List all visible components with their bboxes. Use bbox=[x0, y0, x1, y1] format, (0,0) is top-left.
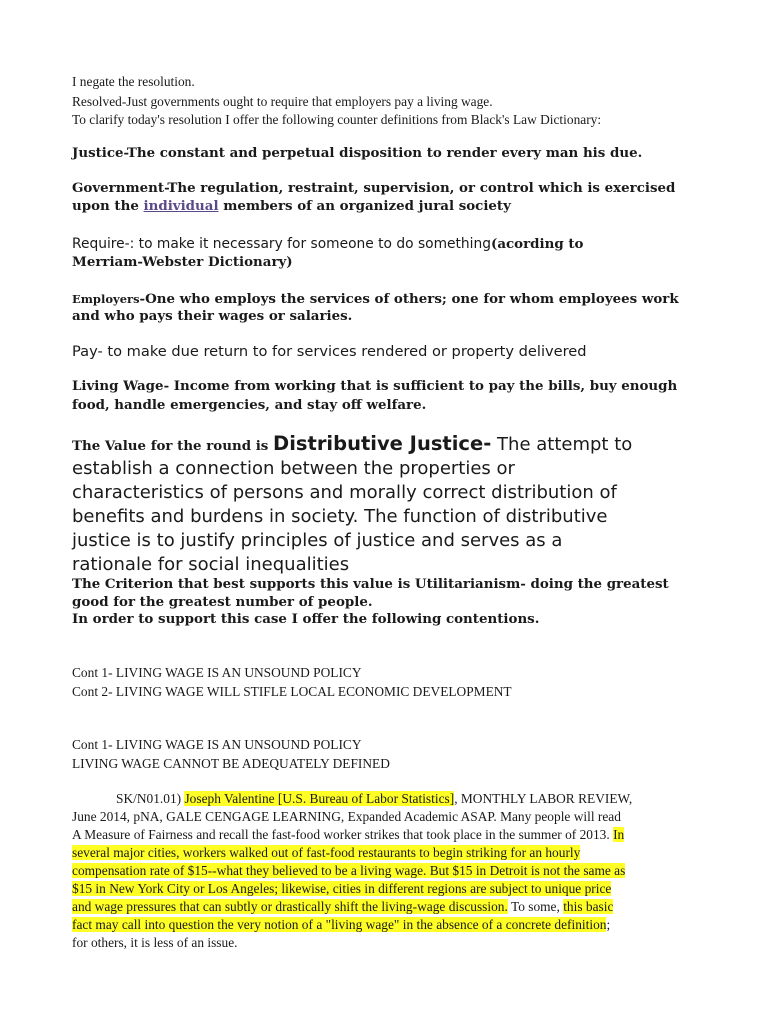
evidence-author: Joseph Valentine [U.S. Bureau of Labor Statistics] bbox=[184, 791, 455, 806]
criterion-line1: The Criterion that best supports this value is Utilitarianism- doing the greatest bbox=[72, 576, 669, 592]
evidence-highlight-3b: In bbox=[613, 827, 625, 842]
value-line2: establish a connection between the properties or bbox=[72, 458, 515, 479]
gov-text-b: members of an organized jural society bbox=[218, 198, 511, 214]
evidence-highlight-7c: this basic bbox=[563, 899, 614, 914]
gov-text-a: upon the bbox=[72, 198, 144, 214]
contention-1-heading: Cont 1- LIVING WAGE IS AN UNSOUND POLICY bbox=[72, 737, 362, 752]
definition-justice: Justice-The constant and perpetual disposition to render every man his due. bbox=[72, 145, 643, 161]
definition-employers-line1 bbox=[72, 290, 679, 308]
value-text: The attempt to bbox=[491, 434, 633, 455]
evidence-text-3a: A Measure of Fairness and recall the fast-food worker strikes that took place in the summer of 2013. bbox=[72, 827, 614, 842]
definition-pay: Pay- to make due return to for services rendered or property delivered bbox=[72, 343, 587, 360]
require-text: Require-: to make it necessary for someone to do something bbox=[72, 236, 491, 252]
value-line1 bbox=[72, 432, 632, 455]
definition-government-line1: Government-The regulation, restraint, supervision, or control which is exercised bbox=[72, 180, 676, 196]
employers-text: -One who employs the services of others; one for whom employees work bbox=[139, 291, 679, 307]
definition-require-line2: Merriam-Webster Dictionary) bbox=[72, 254, 293, 270]
value-intro: The Value for the round is bbox=[72, 438, 274, 454]
employers-term: Employers bbox=[72, 292, 140, 306]
evidence-text-7b: To some, bbox=[507, 899, 564, 914]
evidence-line1 bbox=[116, 791, 632, 807]
contention-2: Cont 2- LIVING WAGE WILL STIFLE LOCAL ECONOMIC DEVELOPMENT bbox=[72, 684, 512, 699]
evidence-line7 bbox=[72, 899, 613, 915]
value-line6: rationale for social inequalities bbox=[72, 554, 350, 575]
evidence-line4 bbox=[72, 845, 580, 861]
evidence-line5 bbox=[72, 863, 625, 879]
evidence-highlight-5: compensation rate of $15--what they believed to be a living wage. But $15 in Detroit is not the same as bbox=[72, 863, 626, 878]
definition-living-wage-line2: food, handle emergencies, and stay off welfare. bbox=[72, 397, 427, 413]
evidence-tag: SK/N01.01) bbox=[116, 791, 185, 806]
evidence-highlight-8a: fact may call into question the very notion of a "living wage" in the absence of a concrete definition bbox=[72, 917, 607, 932]
evidence-text-8b: ; bbox=[606, 917, 611, 932]
evidence-highlight-7a: and wage pressures that can subtly or drastically shift the living-wage discussion. bbox=[72, 899, 508, 914]
value-line3: characteristics of persons and morally correct distribution of bbox=[72, 482, 617, 503]
evidence-line9: for others, it is less of an issue. bbox=[72, 935, 238, 950]
definition-living-wage-line1: Living Wage- Income from working that is sufficient to pay the bills, buy enough bbox=[72, 378, 678, 394]
value-line4: benefits and burdens in society. The function of distributive bbox=[72, 506, 608, 527]
value-line5: justice is to justify principles of justice and serves as a bbox=[72, 530, 563, 551]
definition-employers-line2: and who pays their wages or salaries. bbox=[72, 308, 353, 324]
line-clarify: To clarify today's resolution I offer the following counter definitions from Black's Law Dictionary: bbox=[72, 112, 602, 127]
individual-link[interactable]: individual bbox=[143, 198, 219, 214]
evidence-line6 bbox=[72, 881, 611, 897]
line-negate: I negate the resolution. bbox=[72, 74, 195, 89]
criterion-line2: good for the greatest number of people. bbox=[72, 594, 373, 610]
value-term: Distributive Justice- bbox=[273, 432, 492, 455]
evidence-line8 bbox=[72, 917, 610, 933]
evidence-highlight-4: several major cities, workers walked out of fast-food restaurants to begin striking for an hourly bbox=[72, 845, 581, 860]
evidence-line2: June 2014, pNA, GALE CENGAGE LEARNING, Expanded Academic ASAP. Many people will read bbox=[72, 809, 621, 824]
contention-1-subheading: LIVING WAGE CANNOT BE ADEQUATELY DEFINED bbox=[72, 756, 390, 771]
contention-1: Cont 1- LIVING WAGE IS AN UNSOUND POLICY bbox=[72, 665, 362, 680]
require-source: (acording to bbox=[491, 236, 584, 252]
criterion-line3: In order to support this case I offer the following contentions. bbox=[72, 611, 540, 627]
line-resolved: Resolved-Just governments ought to require that employers pay a living wage. bbox=[72, 94, 493, 109]
definition-require-line1 bbox=[72, 235, 583, 253]
definition-government-line2 bbox=[72, 198, 511, 214]
evidence-source: , MONTHLY LABOR REVIEW, bbox=[454, 791, 633, 806]
evidence-highlight-6: $15 in New York City or Los Angeles; likewise, cities in different regions are subject to unique price bbox=[72, 881, 612, 896]
evidence-line3 bbox=[72, 827, 624, 843]
